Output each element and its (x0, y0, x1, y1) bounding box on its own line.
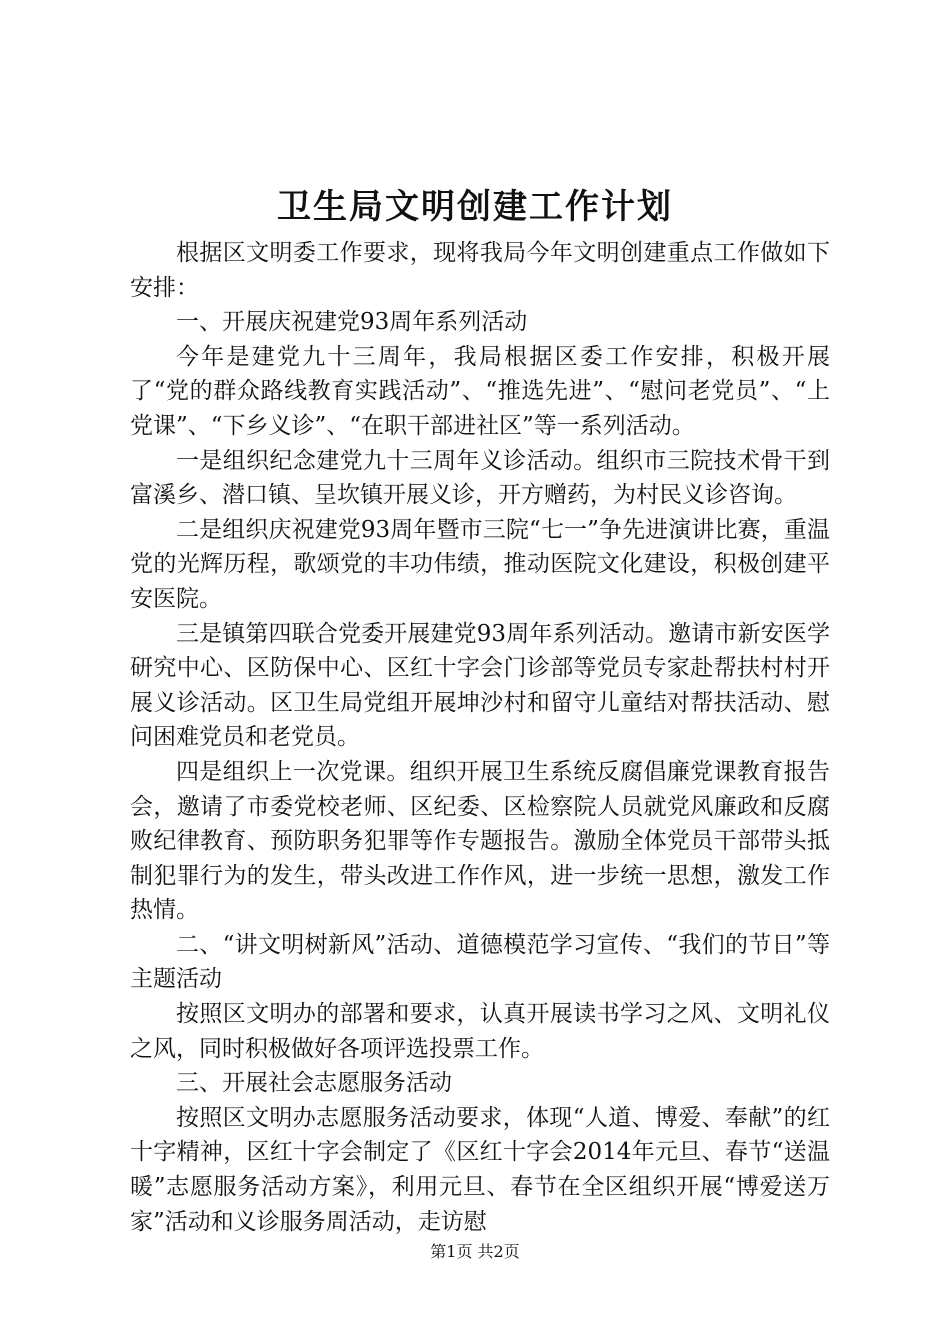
paragraph-section-2: 按照区文明办的部署和要求，认真开展读书学习之风、文明礼仪之风，同时积极做好各项评选投票工作。 (130, 1001, 830, 1062)
paragraph-item-1: 一是组织纪念建党九十三周年义诊活动。组织市三院技术骨干到富溪乡、潜口镇、呈坎镇开展义诊，开方赠药，为村民义诊咨询。 (130, 447, 830, 509)
heading-section-3: 三、开展社会志愿服务活动 (176, 1070, 452, 1097)
paragraph-section-3: 按照区文明办志愿服务活动要求，体现“人道、博爱、奉献”的红十字精神，区红十字会制定了《区红十字会2014年元旦、春节“送温暖”志愿服务活动方案》，利用元旦、春节在全区组织开展“博爱送万家”活动和义诊服务周活动，走访慰 (130, 1104, 830, 1235)
heading-section-2: 二、“讲文明树新风”活动、道德模范学习宣传、“我们的节日”等主题活动 (130, 931, 830, 993)
page-footer: 第1页 共2页 (430, 1242, 520, 1261)
heading-section-1: 一、开展庆祝建党93周年系列活动 (176, 309, 528, 336)
document-title: 卫生局文明创建工作计划 (277, 187, 673, 227)
paragraph-intro: 根据区文明委工作要求，现将我局今年文明创建重点工作做如下安排： (130, 240, 830, 301)
paragraph-section-1-overview: 今年是建党九十三周年，我局根据区委工作安排，积极开展了“党的群众路线教育实践活动”、“推选先进”、“慰问老党员”、“上党课”、“下乡义诊”、“在职干部进社区”等一系列活动。 (130, 343, 830, 439)
paragraph-item-3: 三是镇第四联合党委开展建党93周年系列活动。邀请市新安医学研究中心、区防保中心、区红十字会门诊部等党员专家赴帮扶村村开展义诊活动。区卫生局党组开展坤沙村和留守儿童结对帮扶活动、慰问困难党员和老党员。 (130, 620, 830, 751)
document-body (130, 236, 830, 1239)
paragraph-item-4: 四是组织上一次党课。组织开展卫生系统反腐倡廉党课教育报告会，邀请了市委党校老师、区纪委、区检察院人员就党风廉政和反腐败纪律教育、预防职务犯罪等作专题报告。激励全体党员干部带头抵制犯罪行为的发生，带头改进工作作风，进一步统一思想，激发工作热情。 (130, 758, 830, 924)
paragraph-item-2: 二是组织庆祝建党93周年暨市三院“七一”争先进演讲比赛，重温党的光辉历程，歌颂党的丰功伟绩，推动医院文化建设，积极创建平安医院。 (130, 516, 830, 612)
